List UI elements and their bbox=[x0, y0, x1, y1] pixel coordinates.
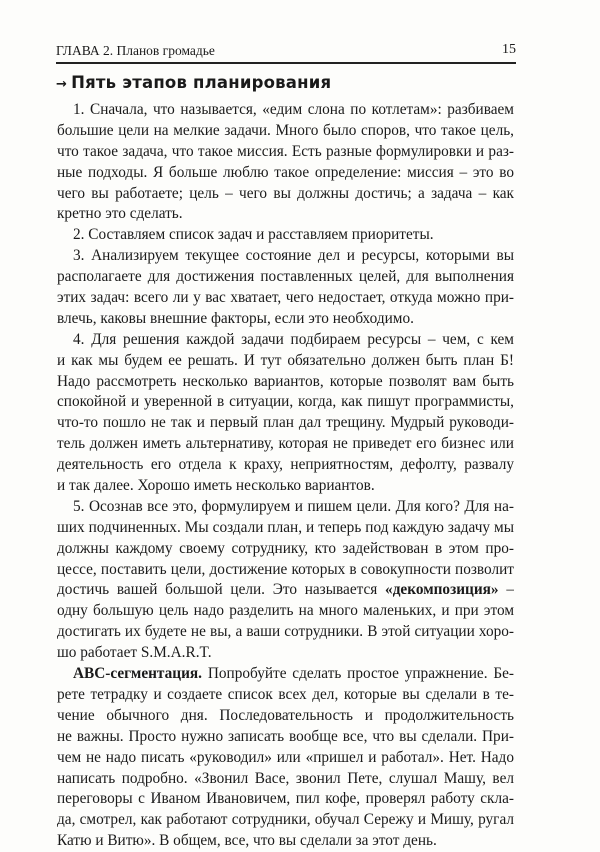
text-line bbox=[57, 267, 514, 288]
text-span: этих задач: всего ли у вас хватает, чего недостает, откуда можно при- bbox=[57, 289, 514, 307]
chapter-title: ГЛАВА 2. Планов громадье bbox=[56, 43, 215, 58]
text-line bbox=[57, 685, 514, 706]
paragraph bbox=[57, 664, 514, 852]
text-span: чего вы работаете; цель – чего вы должны достичь; а задача – как bbox=[57, 184, 514, 202]
text-span: спокойной и уверенной в ситуации, когда, как пишут программисты, bbox=[57, 393, 514, 411]
text-span: Катю и Витю». В общем, все, что вы сделали за этот день. bbox=[57, 832, 437, 850]
text-line bbox=[57, 769, 514, 790]
text-line bbox=[57, 413, 514, 434]
text-span: да, смотрел, как работают сотрудники, обучал Сережу и Мишу, ругал bbox=[57, 811, 514, 829]
text-line bbox=[57, 601, 514, 622]
section-title: Пять этапов планирования bbox=[71, 73, 332, 92]
text-span: чем не надо писать «руководил» или «пришел и работал». Нет. Надо bbox=[57, 748, 514, 766]
running-header bbox=[56, 40, 516, 64]
text-line bbox=[57, 706, 514, 727]
text-span: 3. Анализируем текущее состояние дел и ресурсы, которыми вы bbox=[73, 247, 514, 265]
text-line bbox=[57, 372, 514, 393]
text-span: что-то пошло не так и первый план дал трещину. Мудрый руководи- bbox=[57, 414, 514, 432]
text-span: что такое задача, что такое миссия. Есть разные формулировки и раз- bbox=[57, 142, 514, 160]
text-span: ные подходы. Я больше люблю такое определение: миссия – это во bbox=[57, 163, 514, 181]
text-line bbox=[57, 643, 514, 664]
text-span: располагаете для достижения поставленных целей, для выполнения bbox=[57, 268, 514, 286]
text-span: влечь, каковы внешние факторы, если это необходимо. bbox=[57, 309, 414, 327]
text-line bbox=[57, 518, 514, 539]
text-span: 4. Для решения каждой задачи подбираем ресурсы – чем, с кем bbox=[73, 330, 514, 348]
paragraph bbox=[57, 100, 514, 225]
bold-term: «декомпозиция» bbox=[385, 581, 499, 599]
text-span: 5. Осознав все это, формулируем и пишем цели. Для кого? Для на- bbox=[73, 497, 514, 515]
section-heading bbox=[56, 73, 331, 92]
text-line bbox=[57, 100, 514, 121]
text-line bbox=[57, 727, 514, 748]
text-line bbox=[57, 789, 514, 810]
paragraph bbox=[57, 497, 514, 664]
text-line bbox=[57, 288, 514, 309]
text-span: должны каждому своему сотруднику, кто задействован в этом про- bbox=[57, 539, 514, 557]
text-line bbox=[57, 560, 514, 581]
text-line bbox=[57, 497, 514, 518]
text-line bbox=[57, 831, 514, 852]
text-span: цессе, поставить цели, достижение которых в совокупности позволит bbox=[57, 560, 514, 578]
text-line bbox=[57, 455, 514, 476]
text-span: 2. Составляем список задач и расставляем приоритеты. bbox=[73, 226, 434, 244]
text-line bbox=[57, 163, 514, 184]
text-span: написать подробно. «Звонил Васе, звонил Пете, слушал Машу, вел bbox=[57, 769, 514, 787]
text-line bbox=[57, 434, 514, 455]
text-span: ших подчиненных. Мы создали план, и теперь под каждую задачу мы bbox=[57, 518, 514, 536]
text-span: рете тетрадку и создаете список всех дел, которые вы сделали в те- bbox=[57, 685, 514, 703]
text-line bbox=[57, 476, 514, 497]
text-line bbox=[57, 225, 514, 246]
text-span: и как мы будем ее решать. И тут обязательно должен быть план Б! bbox=[57, 351, 514, 369]
paragraph bbox=[57, 246, 514, 330]
text-span: кретно это сделать. bbox=[57, 205, 183, 223]
text-line bbox=[57, 142, 514, 163]
text-line bbox=[57, 539, 514, 560]
text-line bbox=[57, 392, 514, 413]
text-line bbox=[57, 580, 514, 601]
text-line bbox=[57, 330, 514, 351]
body-text bbox=[57, 100, 514, 852]
text-span: большие цели на мелкие задачи. Много было споров, что такое цель, bbox=[57, 121, 514, 139]
paragraph bbox=[57, 330, 514, 497]
text-span: – bbox=[498, 581, 514, 599]
text-line bbox=[57, 810, 514, 831]
text-span: не важны. Просто нужно записать вообще все, что вы сделали. При- bbox=[57, 727, 514, 745]
text-line bbox=[57, 748, 514, 769]
text-span: чение обычного дня. Последовательность и продолжительность bbox=[57, 706, 514, 724]
text-span: переговоры с Иваном Ивановичем, пил кофе, проверял работу скла- bbox=[57, 790, 514, 808]
text-line bbox=[57, 184, 514, 205]
text-span: шо работает S.M.A.R.T. bbox=[57, 644, 212, 662]
text-line bbox=[57, 204, 514, 225]
text-span: достичь вашей большой цели. Это называется bbox=[57, 581, 386, 599]
text-line bbox=[57, 622, 514, 643]
arrow-icon: → bbox=[56, 77, 68, 92]
text-span: Надо рассмотреть несколько вариантов, которые позволят вам быть bbox=[57, 372, 514, 390]
text-line bbox=[57, 309, 514, 330]
text-line bbox=[57, 664, 514, 685]
text-span: 1. Сначала, что называется, «едим слона по котлетам»: разбиваем bbox=[73, 101, 514, 118]
text-span: одну большую цель надо разделить на много маленьких, и при этом bbox=[57, 602, 514, 620]
text-line bbox=[57, 121, 514, 142]
text-span: деятельность его отдела к краху, неприятностям, дефолту, развалу bbox=[57, 456, 514, 474]
text-span: Попробуйте сделать простое упражнение. Бе- bbox=[202, 665, 514, 683]
text-line bbox=[57, 351, 514, 372]
text-line bbox=[57, 246, 514, 267]
text-span: тель должен иметь альтернативу, которая не приведет его бизнес или bbox=[57, 435, 514, 453]
text-span: достигать их будете не вы, а ваши сотрудники. В этой ситуации хоро- bbox=[57, 623, 514, 641]
page-number: 15 bbox=[502, 42, 516, 57]
bold-term: ABC-сегментация. bbox=[73, 665, 203, 683]
text-span: и так далее. Хорошо иметь несколько вариантов. bbox=[57, 477, 375, 495]
paragraph bbox=[57, 225, 514, 246]
